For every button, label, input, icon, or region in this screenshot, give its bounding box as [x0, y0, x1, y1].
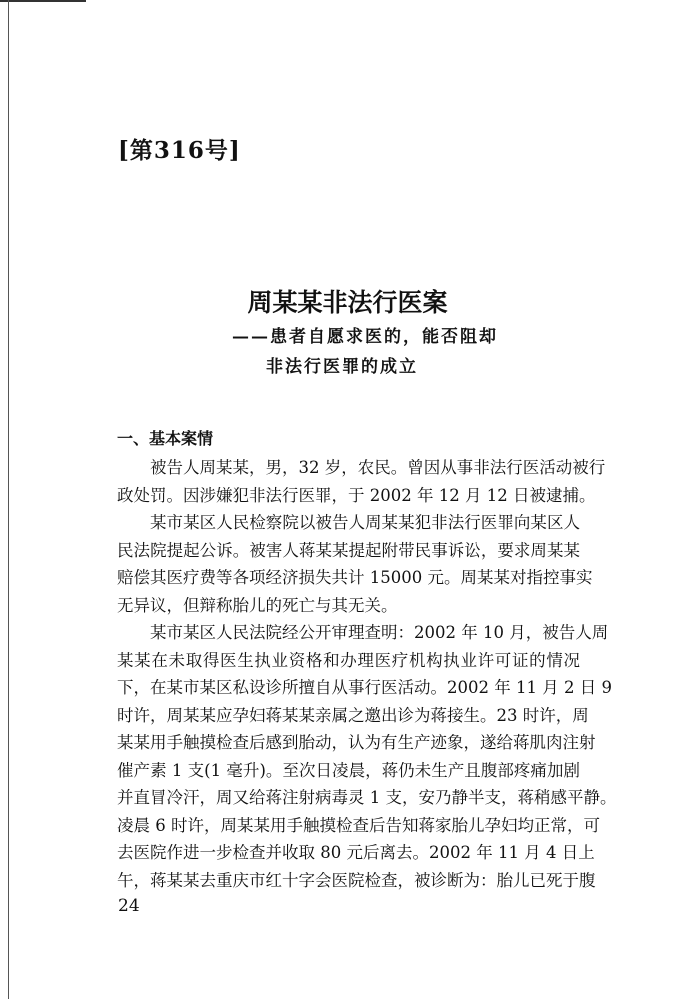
body-line: 某某在未取得医生执业资格和办理医疗机构执业许可证的情况 — [117, 650, 580, 670]
scan-border-top — [0, 0, 86, 2]
body-line: 赔偿其医疗费等各项经济损失共计 15000 元。周某某对指控事实 — [117, 568, 593, 587]
scan-border-left — [8, 0, 9, 999]
page-title: 周某某非法行医案 — [247, 288, 448, 317]
body-line: 并直冒冷汗，周又给蒋注射病毒灵 1 支，安乃静半支，蒋稍感平静。 — [117, 788, 617, 807]
body-text — [117, 454, 617, 894]
section-heading: 一、基本案情 — [117, 429, 214, 448]
case-number: [第316号] — [118, 137, 241, 164]
body-line: 某某用手触摸检查后感到胎动，认为有生产迹象，遂给蒋肌肉注射 — [117, 733, 596, 752]
body-line: 催产素 1 支(1 毫升)。至次日凌晨，蒋仍未生产且腹部疼痛加剧 — [117, 760, 580, 780]
body-line: 被告人周某某，男，32 岁，农民。曾因从事非法行医活动被行 — [150, 458, 606, 477]
body-line: 无异议，但辩称胎儿的死亡与其无关。 — [117, 595, 398, 615]
body-line: 凌晨 6 时许，周某某用手触摸检查后告知蒋家胎儿孕妇均正常，可 — [117, 815, 600, 835]
body-line: 政处罚。因涉嫌犯非法行医罪，于 2002 年 12 月 12 日被逮捕。 — [117, 485, 596, 505]
subtitle-line-2: 非法行医罪的成立 — [266, 357, 418, 377]
body-line: 下，在某市某区私设诊所擅自从事行医活动。2002 年 11 月 2 日 9 — [117, 678, 612, 697]
body-line: 民法院提起公诉。被害人蒋某某提起附带民事诉讼，要求周某某 — [117, 540, 580, 560]
body-line: 午，蒋某某去重庆市红十字会医院检查，被诊断为：胎儿已死于腹 — [117, 870, 596, 890]
page-number: 24 — [118, 896, 140, 916]
body-line: 时许，周某某应孕妇蒋某某亲属之邀出诊为蒋接生。23 时许，周 — [117, 705, 589, 725]
body-line: 去医院作进一步检查并收取 80 元后离去。2002 年 11 月 4 日上 — [117, 843, 595, 862]
body-line: 某市某区人民法院经公开审理查明：2002 年 10 月，被告人周 — [150, 623, 609, 642]
subtitle-line-1: ——患者自愿求医的，能否阻却 — [232, 327, 498, 347]
body-line: 某市某区人民检察院以被告人周某某犯非法行医罪向某区人 — [150, 513, 580, 532]
